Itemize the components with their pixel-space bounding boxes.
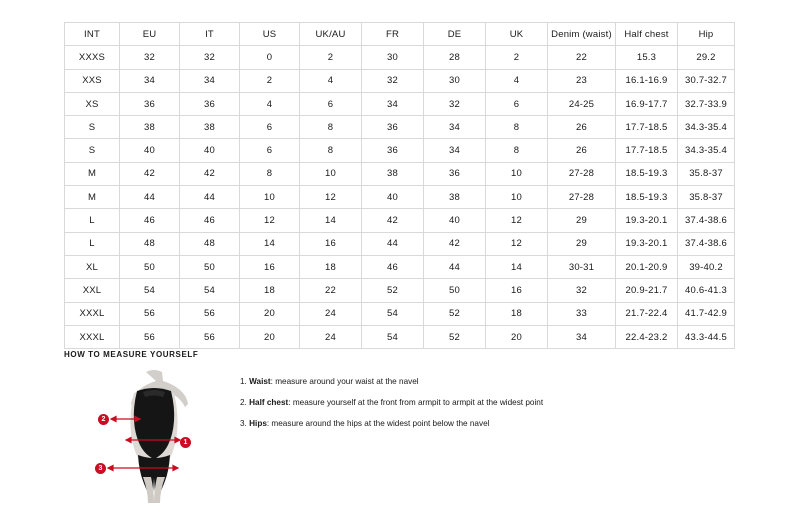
table-row <box>65 92 735 115</box>
size-chart-table <box>64 22 735 349</box>
cell: 16.9-17.7 <box>616 92 678 115</box>
cell: 24 <box>300 325 362 348</box>
cell: 54 <box>180 279 240 302</box>
cell: 24 <box>300 302 362 325</box>
cell: 50 <box>180 255 240 278</box>
cell: 32.7-33.9 <box>678 92 735 115</box>
marker-badge-3: 3 <box>95 463 106 474</box>
cell: 54 <box>120 279 180 302</box>
table-row <box>65 325 735 348</box>
cell: 50 <box>120 255 180 278</box>
cell: 20.9-21.7 <box>616 279 678 302</box>
cell: 38 <box>424 186 486 209</box>
cell: 44 <box>180 186 240 209</box>
table-row <box>65 46 735 69</box>
column-header-denim-waist: Denim (waist) <box>548 23 616 46</box>
column-header-us: US <box>240 23 300 46</box>
marker-badge-1: 1 <box>180 437 191 448</box>
cell: XXXL <box>65 302 120 325</box>
table-row <box>65 302 735 325</box>
instruction-item-3 <box>240 419 543 429</box>
column-header-int: INT <box>65 23 120 46</box>
cell: 20.1-20.9 <box>616 255 678 278</box>
cell: 15.3 <box>616 46 678 69</box>
how-to-measure-section <box>64 350 744 504</box>
cell: 30 <box>362 46 424 69</box>
cell: 30.7-32.7 <box>678 69 735 92</box>
cell: 34.3-35.4 <box>678 139 735 162</box>
cell: 40 <box>424 209 486 232</box>
cell: 2 <box>486 46 548 69</box>
cell: 36 <box>362 139 424 162</box>
cell: 8 <box>240 162 300 185</box>
cell: 19.3-20.1 <box>616 209 678 232</box>
table-row <box>65 139 735 162</box>
column-header-fr: FR <box>362 23 424 46</box>
cell: 18 <box>486 302 548 325</box>
cell: 39-40.2 <box>678 255 735 278</box>
cell: 46 <box>120 209 180 232</box>
instruction-term: Half chest <box>249 397 289 407</box>
cell: 34 <box>424 139 486 162</box>
cell: 34 <box>424 116 486 139</box>
cell: 28 <box>424 46 486 69</box>
cell: 40 <box>362 186 424 209</box>
cell: XS <box>65 92 120 115</box>
cell: 19.3-20.1 <box>616 232 678 255</box>
cell: 27-28 <box>548 162 616 185</box>
cell: 4 <box>486 69 548 92</box>
cell: 26 <box>548 116 616 139</box>
cell: 16 <box>240 255 300 278</box>
table-row <box>65 162 735 185</box>
cell: 4 <box>300 69 362 92</box>
table-header-row <box>65 23 735 46</box>
cell: 52 <box>362 279 424 302</box>
cell: 56 <box>180 325 240 348</box>
table-row <box>65 69 735 92</box>
cell: 29 <box>548 209 616 232</box>
cell: 22 <box>548 46 616 69</box>
cell: 16 <box>486 279 548 302</box>
cell: L <box>65 209 120 232</box>
cell: 18 <box>240 279 300 302</box>
cell: 32 <box>424 92 486 115</box>
cell: 38 <box>362 162 424 185</box>
cell: 44 <box>362 232 424 255</box>
cell: 38 <box>120 116 180 139</box>
cell: 44 <box>424 255 486 278</box>
instruction-text: : measure yourself at the front from armpit to armpit at the widest point <box>288 397 544 407</box>
column-header-uk: UK <box>486 23 548 46</box>
cell: 4 <box>240 92 300 115</box>
cell: 6 <box>300 92 362 115</box>
cell: 30-31 <box>548 255 616 278</box>
cell: 20 <box>240 325 300 348</box>
table-row <box>65 186 735 209</box>
cell: 34 <box>180 69 240 92</box>
cell: 52 <box>424 325 486 348</box>
cell: 46 <box>362 255 424 278</box>
size-chart-container <box>64 22 734 349</box>
cell: 42 <box>180 162 240 185</box>
instruction-number: 1. <box>240 377 247 386</box>
cell: 17.7-18.5 <box>616 139 678 162</box>
cell: 12 <box>240 209 300 232</box>
cell: 43.3-44.5 <box>678 325 735 348</box>
instruction-term: Hips <box>249 418 267 428</box>
measurement-instructions <box>240 369 543 440</box>
cell: XXS <box>65 69 120 92</box>
column-header-half-chest: Half chest <box>616 23 678 46</box>
cell: S <box>65 139 120 162</box>
cell: XL <box>65 255 120 278</box>
cell: 8 <box>486 116 548 139</box>
cell: 18 <box>300 255 362 278</box>
column-header-eu: EU <box>120 23 180 46</box>
cell: 54 <box>362 302 424 325</box>
cell: 10 <box>486 162 548 185</box>
cell: 37.4-38.6 <box>678 232 735 255</box>
cell: 42 <box>362 209 424 232</box>
cell: 36 <box>362 116 424 139</box>
cell: 34 <box>120 69 180 92</box>
how-to-measure-title: HOW TO MEASURE YOURSELF <box>64 350 199 359</box>
table-row <box>65 232 735 255</box>
cell: 12 <box>486 209 548 232</box>
instruction-term: Waist <box>249 377 271 386</box>
cell: 6 <box>240 116 300 139</box>
cell: 24-25 <box>548 92 616 115</box>
cell: 16.1-16.9 <box>616 69 678 92</box>
cell: 21.7-22.4 <box>616 302 678 325</box>
cell: 0 <box>240 46 300 69</box>
cell: 29 <box>548 232 616 255</box>
cell: 35.8-37 <box>678 162 735 185</box>
cell: 41.7-42.9 <box>678 302 735 325</box>
column-header-it: IT <box>180 23 240 46</box>
cell: 34 <box>548 325 616 348</box>
table-head <box>65 23 735 46</box>
cell: M <box>65 186 120 209</box>
cell: 6 <box>240 139 300 162</box>
table-row <box>65 279 735 302</box>
cell: 48 <box>120 232 180 255</box>
cell: 8 <box>486 139 548 162</box>
table-body <box>65 46 735 349</box>
cell: S <box>65 116 120 139</box>
cell: 32 <box>120 46 180 69</box>
cell: 17.7-18.5 <box>616 116 678 139</box>
column-header-hip: Hip <box>678 23 735 46</box>
cell: 23 <box>548 69 616 92</box>
cell: XXL <box>65 279 120 302</box>
cell: 42 <box>424 232 486 255</box>
cell: 22.4-23.2 <box>616 325 678 348</box>
instruction-number: 3. <box>240 418 247 428</box>
cell: 40 <box>180 139 240 162</box>
cell: 29.2 <box>678 46 735 69</box>
cell: 32 <box>362 69 424 92</box>
measurement-figure <box>94 369 214 504</box>
cell: 8 <box>300 139 362 162</box>
cell: 33 <box>548 302 616 325</box>
cell: 10 <box>486 186 548 209</box>
cell: 14 <box>240 232 300 255</box>
table-row <box>65 255 735 278</box>
cell: 50 <box>424 279 486 302</box>
cell: 56 <box>120 325 180 348</box>
table-row <box>65 209 735 232</box>
cell: 34 <box>362 92 424 115</box>
cell: 20 <box>486 325 548 348</box>
marker-badge-2: 2 <box>98 414 109 425</box>
cell: 42 <box>120 162 180 185</box>
cell: M <box>65 162 120 185</box>
instruction-number: 2. <box>240 397 247 407</box>
how-to-measure-body <box>64 369 744 504</box>
cell: L <box>65 232 120 255</box>
cell: 30 <box>424 69 486 92</box>
cell: 10 <box>240 186 300 209</box>
column-header-uk-au: UK/AU <box>300 23 362 46</box>
instruction-text: : measure around your waist at the navel <box>270 377 419 386</box>
cell: 16 <box>300 232 362 255</box>
instruction-item-1 <box>240 377 543 387</box>
cell: 36 <box>180 92 240 115</box>
cell: 37.4-38.6 <box>678 209 735 232</box>
cell: XXXS <box>65 46 120 69</box>
column-header-de: DE <box>424 23 486 46</box>
cell: 8 <box>300 116 362 139</box>
cell: 36 <box>424 162 486 185</box>
table-row <box>65 116 735 139</box>
cell: 36 <box>120 92 180 115</box>
cell: 2 <box>300 46 362 69</box>
cell: 18.5-19.3 <box>616 162 678 185</box>
instruction-text: : measure around the hips at the widest point below the navel <box>266 418 490 428</box>
cell: 40.6-41.3 <box>678 279 735 302</box>
cell: 32 <box>548 279 616 302</box>
cell: 14 <box>486 255 548 278</box>
cell: 54 <box>362 325 424 348</box>
cell: 20 <box>240 302 300 325</box>
cell: 34.3-35.4 <box>678 116 735 139</box>
cell: 18.5-19.3 <box>616 186 678 209</box>
cell: 44 <box>120 186 180 209</box>
cell: 35.8-37 <box>678 186 735 209</box>
cell: 26 <box>548 139 616 162</box>
cell: 40 <box>120 139 180 162</box>
cell: 32 <box>180 46 240 69</box>
cell: 14 <box>300 209 362 232</box>
instruction-item-2 <box>240 398 543 408</box>
cell: 46 <box>180 209 240 232</box>
cell: 27-28 <box>548 186 616 209</box>
cell: 52 <box>424 302 486 325</box>
mannequin-icon <box>94 369 214 504</box>
cell: 12 <box>486 232 548 255</box>
cell: 12 <box>300 186 362 209</box>
cell: 48 <box>180 232 240 255</box>
cell: 10 <box>300 162 362 185</box>
cell: 2 <box>240 69 300 92</box>
cell: XXXL <box>65 325 120 348</box>
cell: 56 <box>120 302 180 325</box>
cell: 38 <box>180 116 240 139</box>
cell: 56 <box>180 302 240 325</box>
cell: 6 <box>486 92 548 115</box>
cell: 22 <box>300 279 362 302</box>
